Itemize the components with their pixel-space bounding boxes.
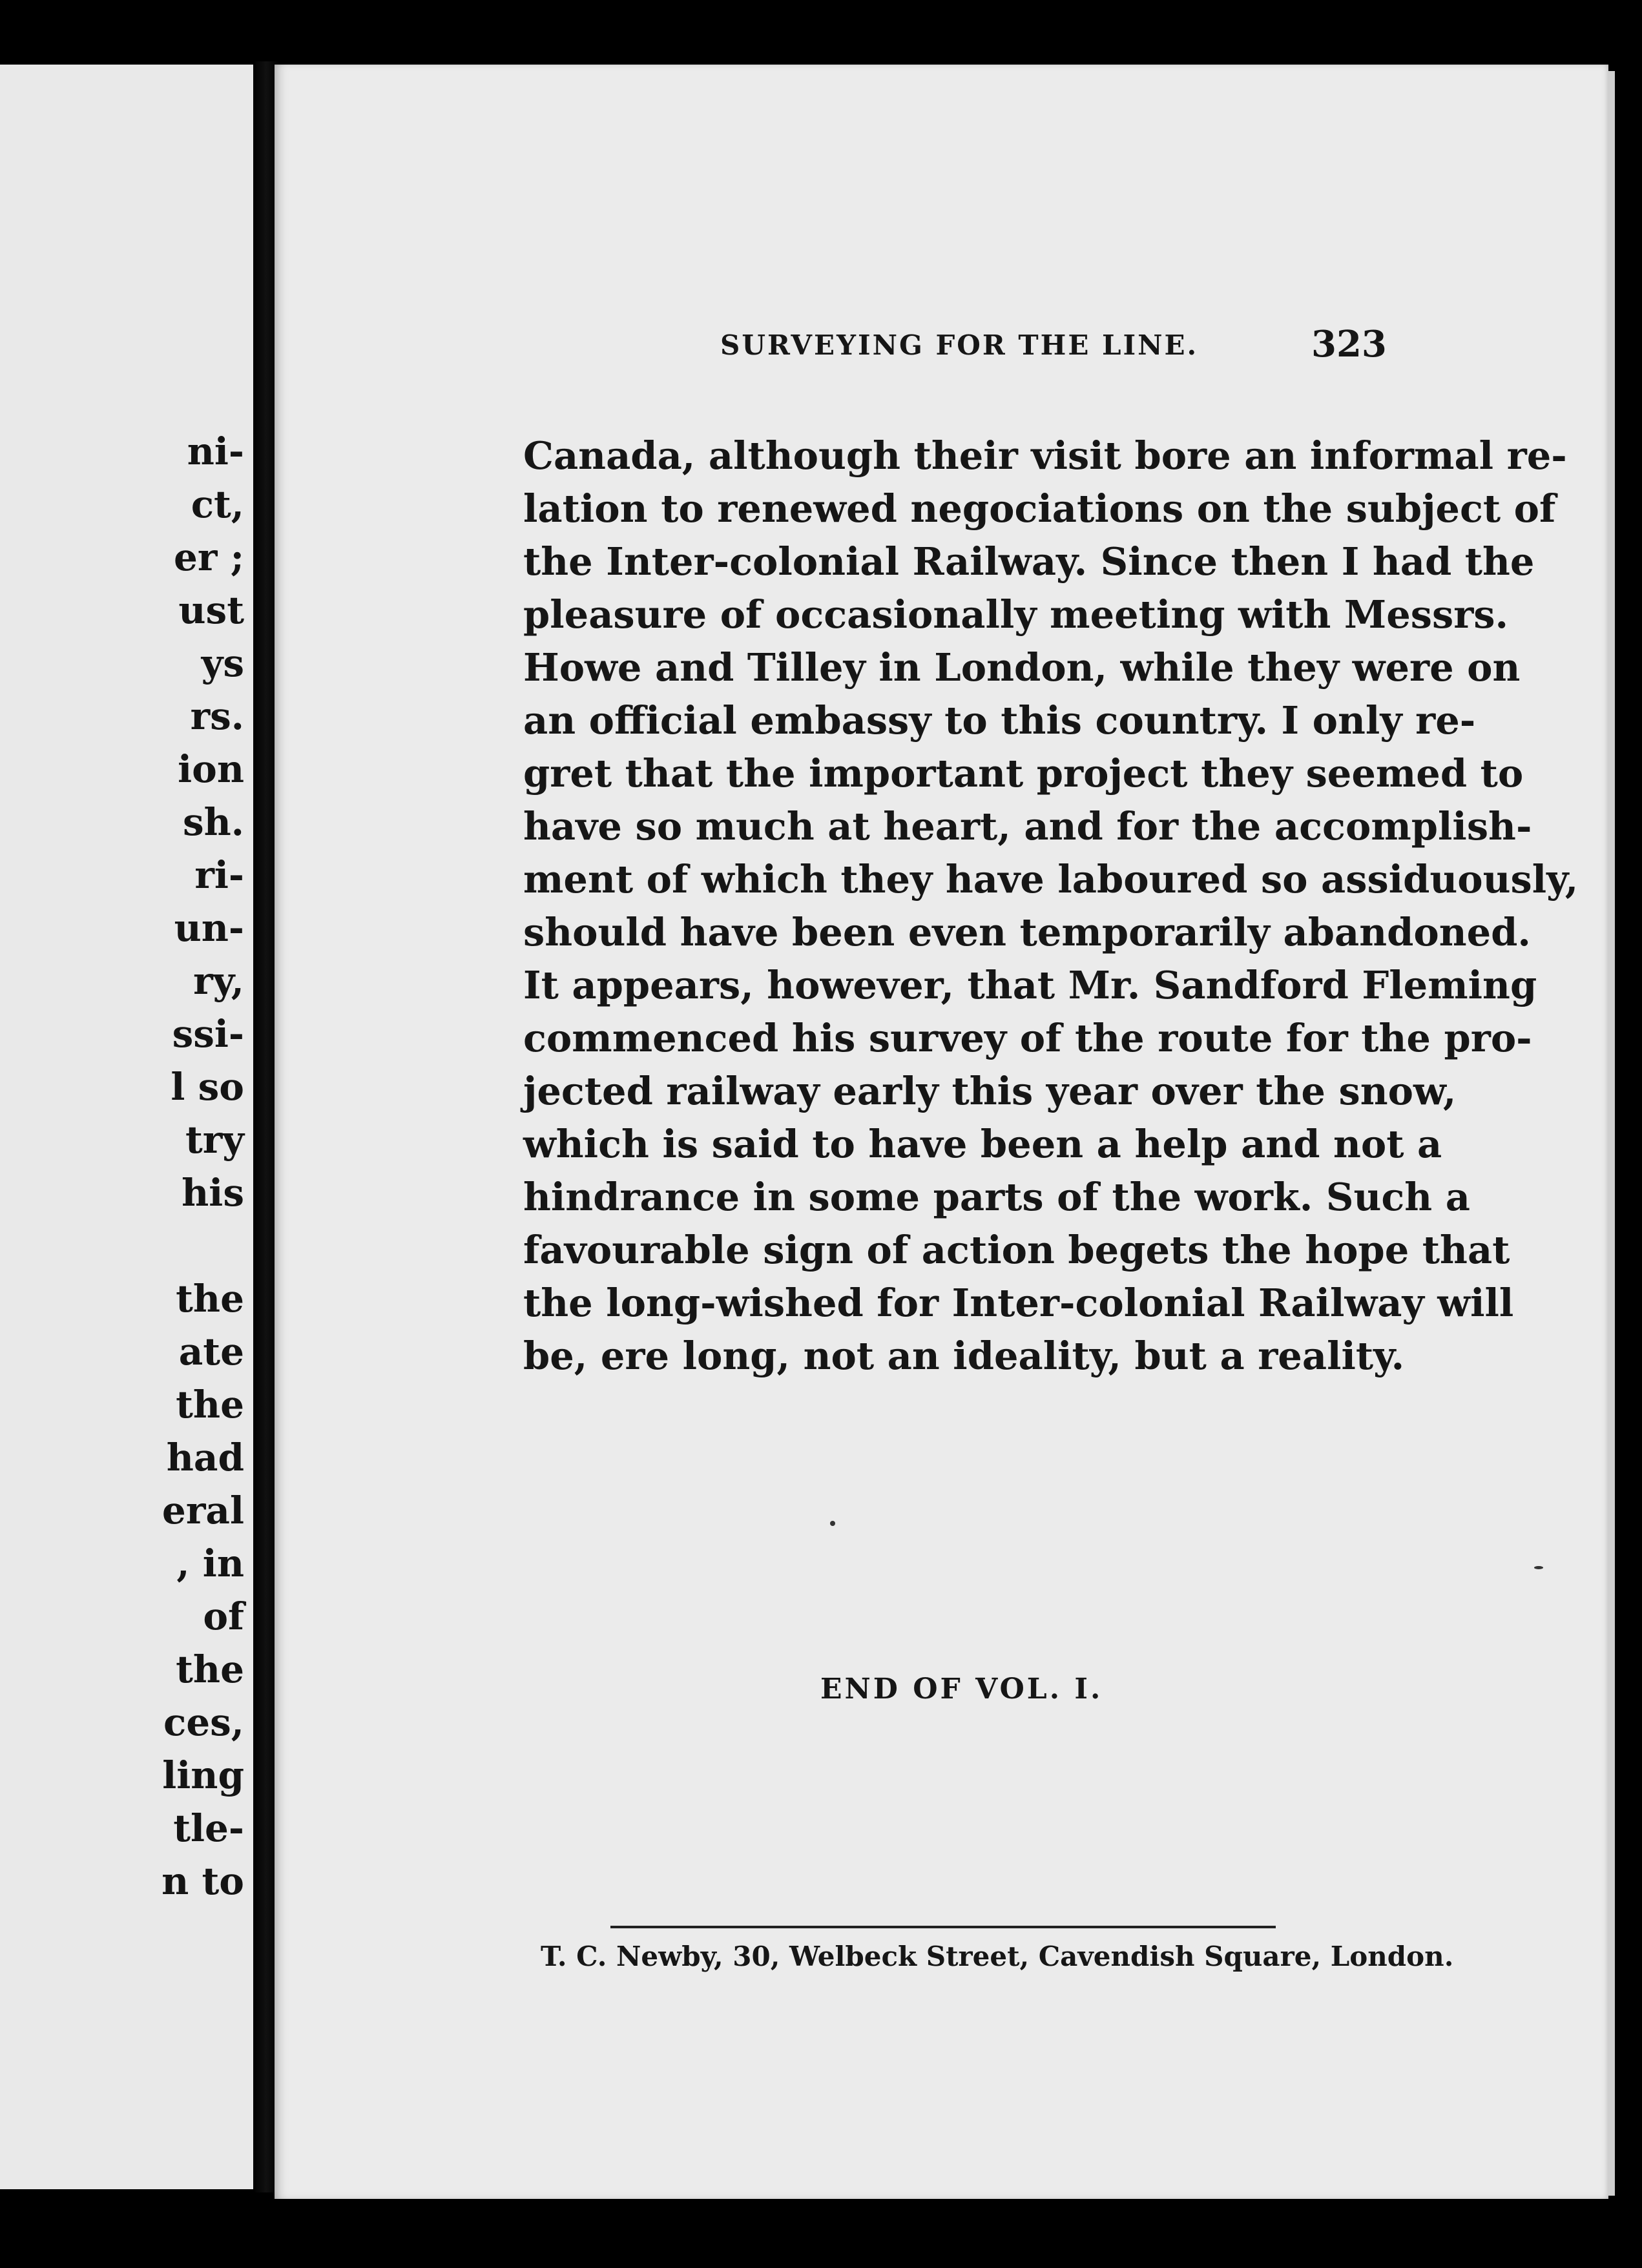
text-line: which is said to have been a help and not a	[523, 1122, 1442, 1166]
facing-page-line: ys	[201, 641, 244, 685]
ink-speck	[1534, 1566, 1543, 1569]
page-edge	[1608, 71, 1615, 2196]
facing-page-line: the	[176, 1277, 244, 1321]
facing-page-line: ion	[178, 747, 244, 791]
text-line: Canada, although their visit bore an informal re-	[523, 433, 1567, 478]
text-line: should have been even temporarily abandoned.	[523, 910, 1531, 954]
facing-page-line: un-	[174, 906, 244, 950]
facing-page-line: ct,	[191, 482, 244, 526]
facing-page-line: tle-	[173, 1806, 244, 1850]
page-number: 323	[1311, 323, 1387, 366]
printer-imprint: T. C. Newby, 30, Welbeck Street, Cavendish Square, London.	[541, 1941, 1454, 1972]
text-line: an official embassy to this country. I only re-	[523, 698, 1476, 743]
text-line: hindrance in some parts of the work. Such a	[523, 1175, 1470, 1219]
text-line: lation to renewed negociations on the subject of	[523, 486, 1556, 531]
facing-page-line: eral	[161, 1489, 244, 1532]
facing-page-line: ry,	[193, 959, 244, 1003]
imprint-rule	[610, 1926, 1276, 1928]
end-of-volume-note: END OF VOL. I.	[820, 1673, 1103, 1706]
facing-page-line: n to	[161, 1859, 244, 1903]
facing-page-line: ri-	[194, 853, 244, 897]
text-line: ment of which they have laboured so assiduously,	[523, 857, 1579, 902]
facing-page-line: ssi-	[172, 1012, 244, 1056]
text-line: jected railway early this year over the snow,	[523, 1069, 1457, 1113]
text-line: the Inter-colonial Railway. Since then I had the	[523, 539, 1535, 584]
facing-page-line: the	[176, 1647, 244, 1691]
text-line: Howe and Tilley in London, while they were on	[523, 645, 1521, 690]
text-line: pleasure of occasionally meeting with Messrs.	[523, 592, 1509, 637]
text-line: have so much at heart, and for the accomplish-	[523, 804, 1532, 849]
facing-page-line: of	[203, 1594, 244, 1638]
facing-page-line: sh.	[182, 800, 244, 844]
text-line: the long-wished for Inter-colonial Railway will	[523, 1281, 1514, 1325]
text-line: be, ere long, not an ideality, but a reality.	[523, 1334, 1405, 1378]
facing-page-line: try	[185, 1118, 244, 1162]
facing-page-line: his	[182, 1171, 244, 1215]
facing-page-line: , in	[176, 1541, 244, 1585]
text-line: commenced his survey of the route for the pro-	[523, 1016, 1532, 1060]
facing-page-line: ni-	[187, 429, 244, 473]
facing-page-line: rs.	[190, 694, 244, 738]
facing-page-line: the	[176, 1383, 244, 1427]
text-line: It appears, however, that Mr. Sandford Fleming	[523, 963, 1537, 1007]
book-page	[275, 65, 1608, 2199]
facing-page-line: ate	[178, 1330, 244, 1374]
text-line: favourable sign of action begets the hope that	[523, 1228, 1510, 1272]
facing-page-line: er ;	[173, 535, 244, 579]
facing-page-fragment	[0, 65, 253, 2189]
facing-page-line: ust	[178, 588, 244, 632]
body-paragraph	[523, 429, 1579, 1383]
facing-page-line: ling	[162, 1753, 244, 1797]
ink-speck	[830, 1521, 835, 1526]
facing-page-line: ces,	[163, 1700, 244, 1744]
running-header-title: SURVEYING FOR THE LINE.	[720, 329, 1199, 361]
text-line: gret that the important project they seemed to	[523, 751, 1524, 796]
facing-page-line: had	[166, 1436, 244, 1479]
facing-page-line: l so	[171, 1065, 244, 1109]
